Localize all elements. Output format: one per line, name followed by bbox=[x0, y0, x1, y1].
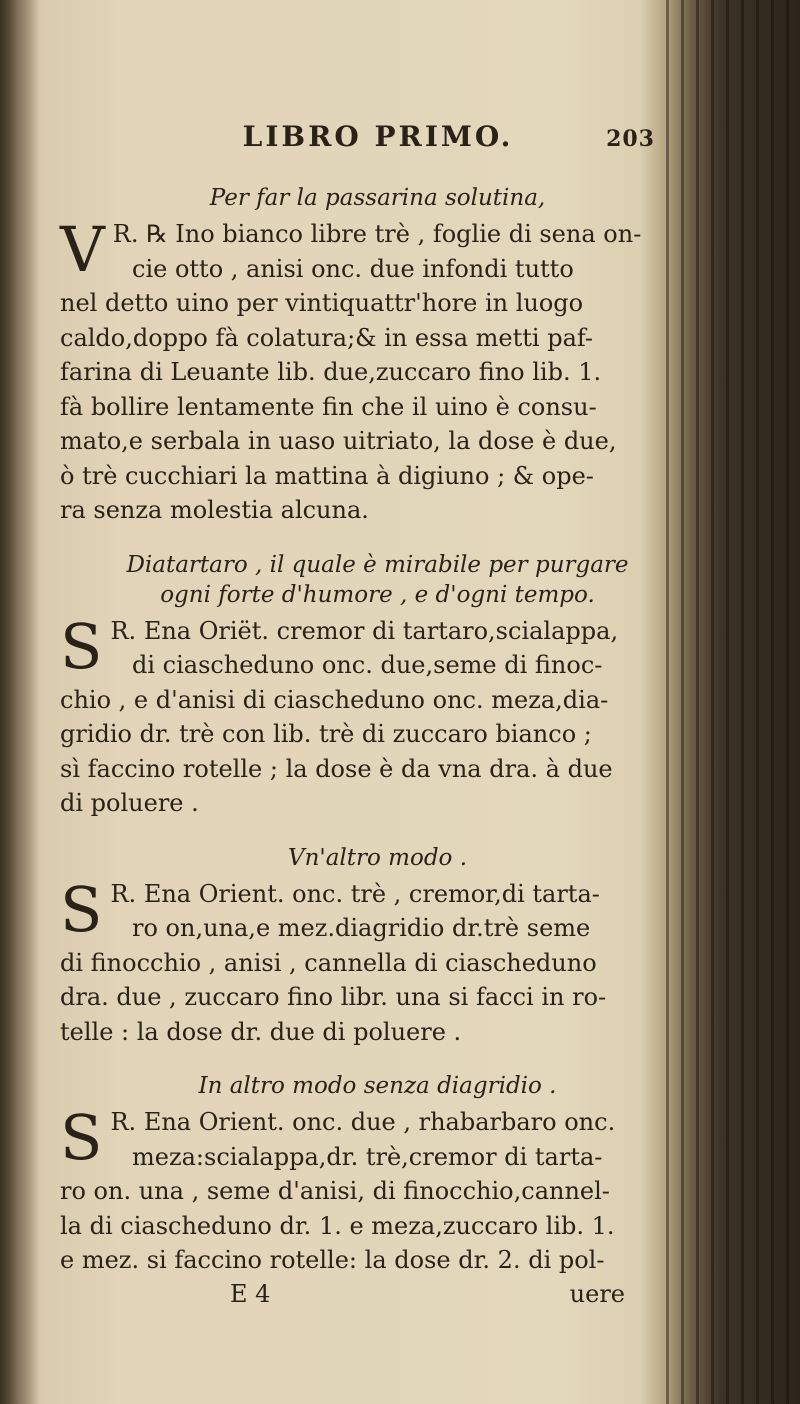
text-line: cie otto , anisi onc. due infondi tutto bbox=[132, 254, 574, 283]
text-line: R. ℞ Ino bianco libre trè , foglie di sena on- bbox=[112, 220, 642, 248]
text-line: ra senza molestia alcuna. bbox=[60, 496, 369, 524]
recipe-heading: Per far la passarina solutina, bbox=[209, 185, 546, 211]
text-line: meza:scialappa,dr. trè,cremor di tarta- bbox=[132, 1142, 603, 1171]
text-line: dra. due , zuccaro fino libr. una si facci in ro- bbox=[60, 983, 607, 1011]
text-line: di poluere . bbox=[60, 789, 199, 817]
binding-shadow bbox=[0, 0, 40, 1404]
page-content bbox=[60, 120, 665, 1308]
recipe-body bbox=[60, 609, 665, 821]
text-line: mato,e serbala in uaso uitriato, la dose è due, bbox=[60, 427, 617, 455]
recipe-body bbox=[60, 872, 665, 1050]
signature-mark: E 4 bbox=[230, 1279, 271, 1308]
catchword: uere bbox=[569, 1279, 625, 1308]
text-line: di ciascheduno onc. due,seme di finoc- bbox=[132, 651, 603, 679]
text-line: gridio dr. trè con lib. trè di zuccaro bianco ; bbox=[60, 720, 592, 748]
text-line: di finocchio , anisi , cannella di ciascheduno bbox=[60, 948, 597, 977]
recipe-section bbox=[60, 843, 665, 1050]
text-line: sì faccino rotelle ; la dose è da vna dra. à due bbox=[60, 754, 613, 783]
text-line: ò trè cucchiari la mattina à digiuno ; & ope- bbox=[60, 461, 594, 490]
recipe-heading: Vn'altro modo . bbox=[287, 844, 468, 871]
text-line: farina di Leuante lib. due,zuccaro fino lib. 1. bbox=[60, 358, 602, 386]
recipe-heading: Diatartaro , il quale è mirabile per purgare ogni forte d'humore , e d'ogni tempo. bbox=[126, 551, 629, 608]
text-line: R. Ena Oriët. cremor di tartaro,scialappa, bbox=[110, 616, 619, 645]
catchline bbox=[60, 1280, 665, 1308]
drop-cap: V bbox=[60, 213, 105, 286]
running-title: LIBRO PRIMO. bbox=[242, 120, 514, 153]
recipe-heading: In altro modo senza diagridio . bbox=[198, 1073, 557, 1099]
text-line: fà bollire lentamente fin che il uino è consu- bbox=[60, 392, 597, 421]
running-header bbox=[110, 120, 655, 153]
text-line: e mez. si faccino rotelle: la dose dr. 2. di pol- bbox=[60, 1246, 605, 1274]
text-line: la di ciascheduno dr. 1. e meza,zuccaro lib. 1. bbox=[60, 1211, 615, 1240]
page-edge-stack bbox=[660, 0, 800, 1404]
drop-cap: S bbox=[60, 1101, 103, 1174]
text-line: ro on. una , seme d'anisi, di finocchio,cannel- bbox=[60, 1177, 610, 1205]
text-line: R. Ena Orient. onc. trè , cremor,di tarta- bbox=[110, 879, 600, 908]
drop-cap: S bbox=[60, 872, 103, 946]
text-line: chio , e d'anisi di ciascheduno onc. meza,dia- bbox=[60, 685, 609, 714]
text-line: telle : la dose dr. due di poluere . bbox=[60, 1017, 462, 1046]
text-line: R. Ena Orient. onc. due , rhabarbaro onc. bbox=[110, 1108, 616, 1136]
recipe-section bbox=[60, 550, 665, 821]
recipe-body bbox=[60, 1101, 665, 1278]
recipe-section bbox=[60, 1071, 665, 1278]
page-number: 203 bbox=[606, 126, 655, 152]
text-line: ro on,una,e mez.diagridio dr.trè seme bbox=[132, 914, 591, 942]
recipe-body bbox=[60, 213, 665, 528]
recipe-section bbox=[60, 183, 665, 528]
text-line: nel detto uino per vintiquattr'hore in luogo bbox=[60, 289, 584, 317]
drop-cap: S bbox=[60, 609, 103, 683]
text-line: caldo,doppo fà colatura;& in essa metti paf- bbox=[60, 323, 594, 352]
